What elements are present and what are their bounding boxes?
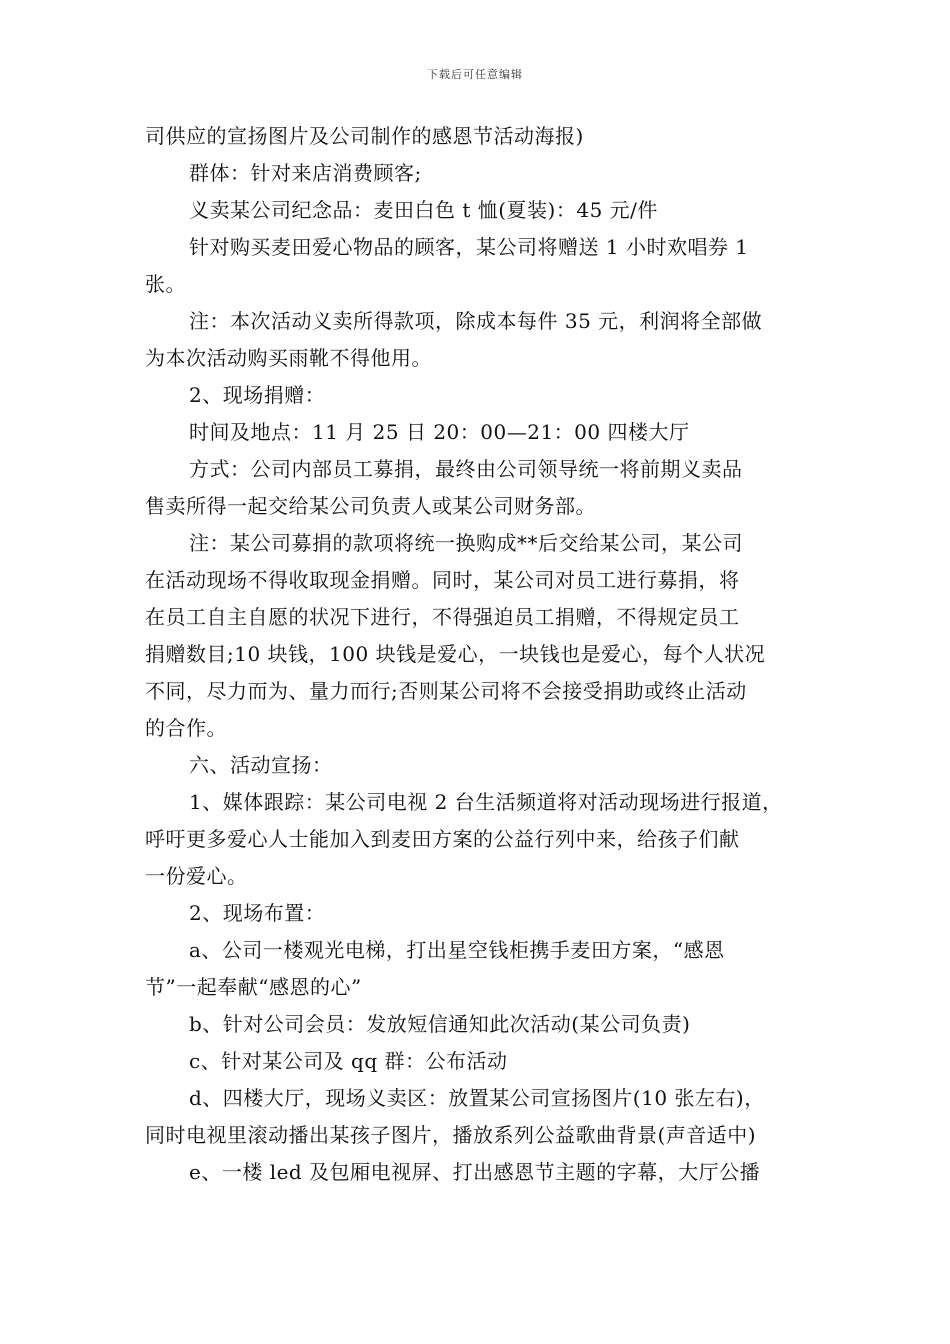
text-line: 售卖所得一起交给某公司负责人或某公司财务部。 [145, 494, 596, 518]
text-line: 同时电视里滚动播出某孩子图片，播放系列公益歌曲背景(声音适中) [145, 1123, 757, 1147]
text-line: 时间及地点：11 月 25 日 20：00—21：00 四楼大厅 [189, 420, 690, 444]
text-line: d、四楼大厅，现场义卖区：放置某公司宣扬图片(10 张左右)， [189, 1086, 765, 1110]
text-line: 一份爱心。 [145, 864, 248, 888]
text-line: c、针对某公司及 qq 群：公布活动 [189, 1049, 508, 1073]
text-line: 的合作。 [145, 716, 227, 740]
text-line: 捐赠数目;10 块钱，100 块钱是爱心，一块钱也是爱心，每个人状况 [145, 642, 766, 666]
text-line: 2、现场布置： [189, 901, 326, 925]
text-line: 2、现场捐赠： [189, 383, 326, 407]
text-line: 在活动现场不得收取现金捐赠。同时，某公司对员工进行募捐，将 [145, 568, 740, 592]
document-body [145, 118, 810, 1191]
text-line: 注：某公司募捐的款项将统一换购成**后交给某公司，某公司 [189, 531, 743, 555]
text-line: 不同，尽力而为、量力而行;否则某公司将不会接受捐助或终止活动 [145, 679, 747, 703]
text-line: 六、活动宣扬： [189, 753, 333, 777]
text-line: 义卖某公司纪念品：麦田白色 t 恤(夏装)：45 元/件 [189, 198, 658, 222]
text-line: a、公司一楼观光电梯，打出星空钱柜携手麦田方案，“感恩 [189, 938, 725, 962]
header-note: 下载后可任意编辑 [427, 68, 523, 81]
text-line: 方式：公司内部员工募捐，最终由公司领导统一将前期义卖品 [189, 457, 743, 481]
text-line: 节”一起奉献“感恩的心” [145, 975, 362, 999]
text-line: 为本次活动购买雨靴不得他用。 [145, 346, 432, 370]
text-line: 在员工自主自愿的状况下进行，不得强迫员工捐赠，不得规定员工 [145, 605, 740, 629]
text-line: b、针对公司会员：发放短信通知此次活动(某公司负责) [189, 1012, 691, 1036]
text-line: 司供应的宣扬图片及公司制作的感恩节活动海报) [145, 124, 584, 148]
text-line: 群体：针对来店消费顾客; [189, 161, 422, 185]
text-line: 呼吁更多爱心人士能加入到麦田方案的公益行列中来，给孩子们献 [145, 827, 740, 851]
text-line: e、一楼 led 及包厢电视屏、打出感恩节主题的字幕，大厅公播 [189, 1160, 761, 1184]
text-line: 1、媒体跟踪：某公司电视 2 台生活频道将对活动现场进行报道， [189, 790, 783, 814]
text-line: 注：本次活动义卖所得款项，除成本每件 35 元，利润将全部做 [189, 309, 763, 333]
text-line: 针对购买麦田爱心物品的顾客，某公司将赠送 1 小时欢唱券 1 [189, 235, 749, 259]
text-line: 张。 [145, 272, 186, 296]
